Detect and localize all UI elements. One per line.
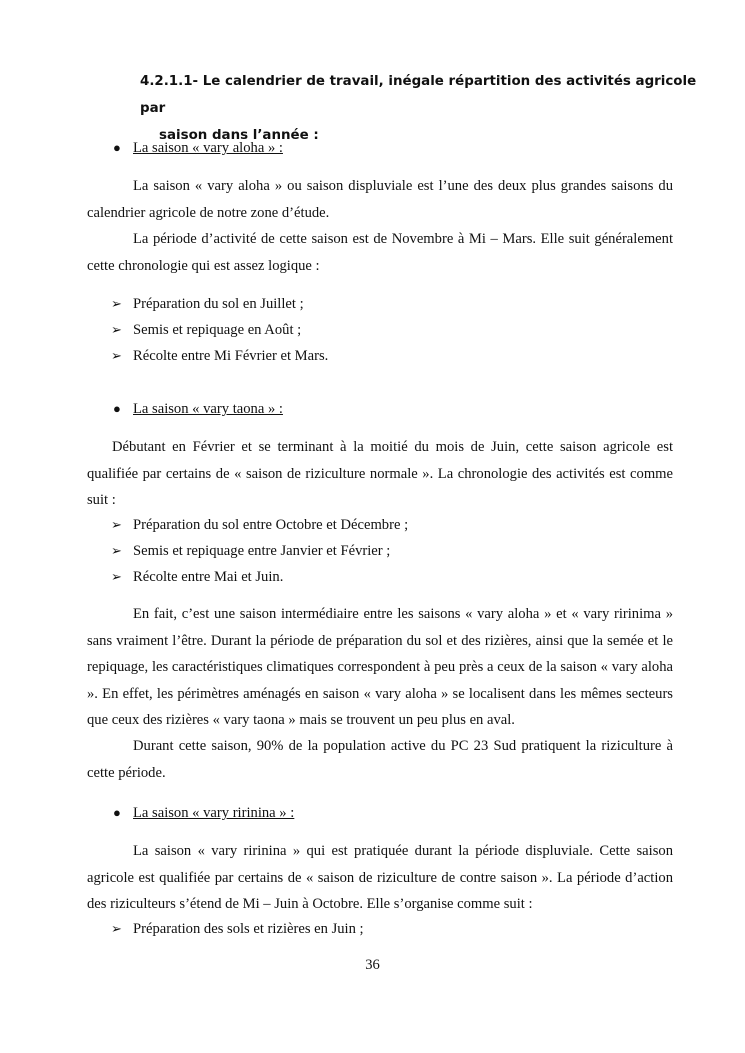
list-item-text: Semis et repiquage entre Janvier et Février ; [133, 543, 391, 559]
list-item-text: Préparation des sols et rizières en Juin ; [133, 921, 364, 937]
bullet-vary-ririnina [113, 803, 294, 823]
list-item [111, 515, 408, 535]
arrow-bullet-icon: ➢ [111, 921, 122, 936]
page-number: 36 [365, 957, 380, 973]
list-item-text: Récolte entre Mi Février et Mars. [133, 348, 329, 364]
list-item [111, 919, 364, 939]
list-item [111, 346, 328, 366]
arrow-bullet-icon: ➢ [111, 517, 122, 532]
arrow-bullet-icon: ➢ [111, 322, 122, 337]
list-item-text: Préparation du sol en Juillet ; [133, 296, 304, 312]
paragraph-taona-1: Débutant en Février et se terminant à la moitié du mois de Juin, cette saison agricole est qualifiée par certains de « saison de riziculture normale ». La chronologie des activités est comme suit : [87, 439, 673, 509]
bullet-vary-taona [113, 399, 283, 419]
bullet-vary-aloha [113, 138, 283, 158]
bullet-dot-icon: ● [113, 805, 121, 820]
heading-line-1: 4.2.1.1- Le calendrier de travail, inégale répartition des activités agricole par [140, 74, 697, 116]
list-item-text: Semis et repiquage en Août ; [133, 322, 302, 338]
bullet-label: La saison « vary ririnina » : [133, 805, 295, 821]
list-item-text: Récolte entre Mai et Juin. [133, 569, 284, 585]
list-item-text: Préparation du sol entre Octobre et Décembre ; [133, 517, 409, 533]
arrow-bullet-icon: ➢ [111, 543, 122, 558]
paragraph-ririnina-1: La saison « vary ririnina » qui est pratiquée durant la période displuviale. Cette saison agricole est qualifiée par certains de « saison de riziculture de contre saison ». La période d’action des riziculteurs s’étend de Mi – Juin à Octobre. Elle s’organise comme suit : [87, 843, 673, 913]
bullet-dot-icon: ● [113, 140, 121, 155]
heading-line-2: saison dans l’année : [159, 128, 319, 143]
paragraph-aloha-2: La période d’activité de cette saison est de Novembre à Mi – Mars. Elle suit généralement cette chronologie qui est assez logique : [87, 231, 673, 274]
list-item [111, 320, 301, 340]
bullet-label: La saison « vary taona » : [133, 401, 283, 417]
list-item [111, 567, 283, 587]
bullet-label: La saison « vary aloha » : [133, 140, 283, 156]
list-item [111, 541, 390, 561]
bullet-dot-icon: ● [113, 401, 121, 416]
arrow-bullet-icon: ➢ [111, 296, 122, 311]
list-item [111, 294, 304, 314]
paragraph-taona-3: Durant cette saison, 90% de la population active du PC 23 Sud pratiquent la riziculture à cette période. [87, 738, 673, 781]
section-heading [140, 68, 700, 149]
arrow-bullet-icon: ➢ [111, 569, 122, 584]
paragraph-taona-2: En fait, c’est une saison intermédiaire entre les saisons « vary aloha » et « vary ririnima » sans vraiment l’être. Durant la période de préparation du sol et des rizières, ainsi que la semée et le repiquage, les caractéristiques climatiques correspondent à peu près a ceux de la saison « vary aloha ». En effet, les périmètres aménagés en saison « vary aloha » se localisent dans les mêmes secteurs que ceux des rizières « vary taona » mais se trouvent un peu plus en aval. [87, 606, 673, 729]
paragraph-aloha-1: La saison « vary aloha » ou saison displuviale est l’une des deux plus grandes saisons du calendrier agricole de notre zone d’étude. [87, 178, 673, 221]
arrow-bullet-icon: ➢ [111, 348, 122, 363]
